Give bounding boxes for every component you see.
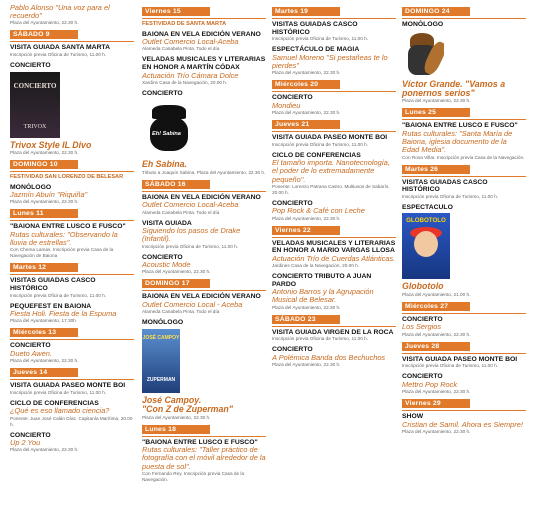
- event-title: MONÓLOGO: [402, 21, 444, 28]
- event-title: CICLO DE CONFERENCIAS: [10, 399, 99, 407]
- festivity-header: FESTIVIDAD SAN LORENZO DE BELESAR: [10, 174, 124, 180]
- day-header-sat16: SÁBADO 16: [142, 180, 210, 189]
- event-subtitle: Globotolo: [402, 281, 444, 292]
- column-4: [402, 4, 526, 439]
- day-header-mon11: Lunes 11: [10, 209, 78, 218]
- event-title: VISITA GUIADA PASEO MONTE BOI: [402, 355, 518, 363]
- event-title: "BAIONA ENTRE LUSCO E FUSCO": [10, 223, 126, 231]
- event-info: Plaza del Ayuntamiento, 22.30 h.: [402, 388, 471, 394]
- day-header-tue26: Martes 26: [402, 165, 470, 174]
- event-info: Plaza del Ayuntamiento, 22.30 h.: [272, 304, 341, 310]
- victor-grande-photo: [402, 31, 444, 77]
- event-info: Con Rosa Villar. Inscripción previa Casa de la Navegación.: [402, 154, 525, 160]
- event-title: VELADAS MUSICALES Y LITERARIAS EN HONOR A MARIO VARGAS LLOSA: [272, 239, 396, 255]
- event-title: CONCIERTO: [402, 373, 443, 381]
- event-info: Plaza del Ayuntamiento, 22.30 h.: [10, 20, 79, 26]
- event-subtitle: Jazmín Abuín "Riquiña": [10, 190, 88, 200]
- globotolo-poster-image: [402, 213, 450, 279]
- event-info: Alameda Canabela Pinta. Todo el día: [142, 209, 220, 215]
- day-header-sat23: SÁBADO 23: [272, 315, 340, 324]
- day-header-wed27: Miércoles 27: [402, 302, 470, 311]
- event-info: Plaza del Ayuntamiento, 17.30h: [10, 318, 76, 324]
- event-title: "BAIONA ENTRE LUSCO E FUSCO": [142, 438, 258, 446]
- day-header-mon18: Lunes 18: [142, 425, 210, 434]
- event-info: Plaza del Ayuntamiento, 22.30 h.: [272, 215, 341, 221]
- event-title: CONCIERTO: [142, 253, 183, 261]
- event-info: Plaza del Ayuntamiento, 21.00 h.: [402, 291, 471, 297]
- poster-text: Eh! Sabina: [152, 131, 181, 138]
- event-info: Plaza del Ayuntamiento, 22.30 h.: [272, 70, 341, 76]
- event-title: CONCIERTO: [142, 89, 183, 97]
- event-subtitle: Cristian de Samil. Ahora es Siempre!: [402, 419, 523, 429]
- event-info: Plaza del Ayuntamiento, 22.30 h.: [10, 199, 79, 205]
- poster-text: ZUPERMAN: [146, 376, 176, 383]
- poster-text: TRIVOX: [23, 123, 47, 130]
- event-subtitle: Eh Sabina.: [142, 159, 187, 170]
- day-header-tue12: Martes 12: [10, 263, 78, 272]
- event-title: CONCIERTO TRIBUTO A JUAN PARDO: [272, 272, 372, 288]
- event-info: Inscripción previa Oficina de Turismo, 11.00 h.: [10, 292, 107, 298]
- column-1: [10, 4, 134, 457]
- event-info: Plaza del Ayuntamiento, 22.30 h.: [272, 361, 341, 367]
- event-subtitle: Antonio Barros y la Agrupación Musical de Belesar.: [272, 287, 374, 305]
- event-info: Alameda Canabela Pinta. Todo el día: [142, 309, 220, 315]
- event-info: Inscripción previa Oficina de Turismo, 11.00 h.: [142, 243, 239, 249]
- event-title: CONCIERTO: [10, 62, 51, 69]
- event-info: Plaza del Ayuntamiento, 22.30 h.: [10, 447, 79, 453]
- event-title: CONCIERTO: [272, 94, 313, 102]
- event-subtitle: Mettro Pop Rock: [402, 379, 458, 389]
- day-header-wed20: Miércoles 20: [272, 80, 340, 89]
- event-info: Con Chema Lamas. Inscripción previa Casa de la Navegación de Baiona: [10, 247, 114, 259]
- poster-text: GLOBOTOLO: [406, 217, 446, 225]
- day-header-sun24: DOMINGO 24: [402, 7, 470, 16]
- event-subtitle: Rutas culturales: "Observando la lluvia de estrellas".: [10, 229, 118, 248]
- festivity-header: FESTIVIDAD DE SANTA MARTA: [142, 21, 227, 27]
- trivox-poster-image: [10, 72, 60, 138]
- event-subtitle: Los Sergios: [402, 322, 442, 332]
- event-title: CONCIERTO: [10, 431, 51, 439]
- event-subtitle: Pablo Alonso "Una voz para el recuerdo": [10, 3, 110, 21]
- event-title: VISITA GUIADA VIRGEN DE LA ROCA: [272, 328, 394, 336]
- sabina-poster-image: [142, 99, 194, 157]
- event-subtitle: Actuación Trío de Cuerdas Atlánticas.: [272, 253, 396, 263]
- event-title: BAIONA EN VELA EDICIÓN VERANO: [142, 293, 261, 301]
- event-subtitle: Mondieu: [272, 100, 301, 110]
- event-subtitle: Samuel Moreno "Si pestañeas te lo pierdes": [272, 52, 388, 70]
- event-info: Ponente: Lorenzo Patrana Castro. Multiusos de Sabarís, 20.00 h.: [272, 183, 390, 195]
- event-subtitle: Dueto Awen.: [10, 348, 52, 358]
- event-info: Inscripción previa Oficina de Turismo, 11.00 h.: [10, 389, 107, 395]
- event-title: VELADAS MUSICALES Y LITERARIAS EN HONOR A MARTÍN CÓDAX: [142, 56, 266, 71]
- day-header-wed13: Miércoles 13: [10, 328, 78, 337]
- event-info: Plaza del Ayuntamiento, 22.30 h.: [142, 414, 211, 420]
- event-info: Inscripción previa Oficina de Turismo, 11.00 h.: [402, 363, 499, 369]
- event-subtitle: Actuación Trío Cámara Dolce: [142, 70, 239, 80]
- day-header-fri22: Viernes 22: [272, 226, 340, 235]
- day-header-sun17: DOMINGO 17: [142, 279, 210, 288]
- event-subtitle: Siguiendo los pasos de Drake (Infantil).: [142, 226, 241, 244]
- event-subtitle: Outlet Comercio Local - Aceba: [142, 299, 243, 309]
- column-2: [142, 4, 266, 487]
- event-info: Inscripción previa Oficina de Turismo, 11.00 h.: [272, 141, 369, 147]
- day-header-sun10: DOMINGO 10: [10, 160, 78, 169]
- event-title: VISITAS GUIADAS CASCO HISTÓRICO: [402, 178, 488, 194]
- campoy-poster-image: [142, 329, 180, 393]
- event-subtitle: Outlet Comercio Local-Aceba: [142, 200, 239, 210]
- event-info: Alameda Canabela Pinta. Todo el día: [142, 46, 220, 52]
- event-title: BAIONA EN VELA EDICIÓN VERANO: [142, 30, 261, 38]
- event-title: ESPECTÁCULO DE MAGIA: [272, 46, 360, 54]
- event-subtitle: A Polémica Banda dos Bechuchos: [272, 352, 386, 362]
- event-title: SHOW: [402, 412, 424, 420]
- event-info: Jardines Casa de la Navegación, 20.00 h.: [272, 262, 360, 268]
- event-subtitle: Rutas culturales: "Santa María de Baiona, iglesia documento de la Edad Media".: [402, 129, 513, 155]
- event-info: Inscripción previa Oficina de Turismo, 11.00 h.: [10, 52, 107, 57]
- event-subtitle: Trivox Style IL Divo: [10, 139, 92, 150]
- event-title: CONCIERTO: [272, 346, 313, 354]
- event-subtitle: Rutas culturales: "Taller práctico de fotografía con el móvil alrededor de la puesta de sol".: [142, 445, 266, 471]
- event-subtitle: Víctor Grande. "Vamos a ponernos serios": [402, 78, 506, 98]
- event-title: MONÓLOGO: [142, 319, 184, 327]
- event-title: MONÓLOGO: [10, 183, 52, 191]
- event-info: Plaza del Ayuntamiento, 22.30 h.: [10, 150, 79, 155]
- day-header-thu28: Jueves 28: [402, 342, 470, 351]
- event-title: BAIONA EN VELA EDICIÓN VERANO: [142, 193, 261, 201]
- poster-text: CONCIERTO: [13, 81, 57, 90]
- day-header-fri15: Viernes 15: [142, 7, 210, 16]
- event-title: CONCIERTO: [272, 199, 313, 207]
- event-info: Inscripción previa Oficina de Turismo, 11.00 h.: [272, 36, 369, 42]
- day-header-tue19: Martes 19: [272, 7, 340, 16]
- poster-text: JOSÉ CAMPOY: [142, 334, 180, 341]
- event-subtitle: Fiesta Holi. Fiesta de la Espuma: [10, 309, 117, 319]
- event-subtitle: "Con Z de Zuperman": [142, 404, 233, 415]
- event-info: Con Fernando Rey. Inscripción previa Casa de la Navegación.: [142, 470, 245, 482]
- event-info: Plaza del Ayuntamiento, 22.30 h.: [142, 269, 211, 275]
- event-info: Inscripción previa Oficina de Turismo, 11.00 h.: [272, 336, 369, 342]
- event-title: CONCIERTO: [10, 342, 51, 350]
- event-title: CONCIERTO: [402, 315, 443, 323]
- event-title: VISITAS GUIADAS CASCO HISTÓRICO: [10, 277, 96, 292]
- event-subtitle: El tamaño importa. Nanotecnología, el poder de lo extremadamente pequeño".: [272, 158, 390, 184]
- event-info: Inscripción previa Oficina de Turismo, 11.00 h.: [402, 193, 499, 199]
- event-title: CICLO DE CONFERENCIAS: [272, 151, 361, 159]
- column-3: [272, 4, 396, 372]
- event-subtitle: Outlet Comercio Local-Aceba: [142, 37, 239, 47]
- event-info: Tributo a Joaquín Sabina. Plaza del Ayuntamiento, 22.30 h.: [142, 169, 266, 175]
- event-info: Ponente: Juan José Calán Díaz. Capitanía Marítima, 20.00 h.: [10, 415, 133, 427]
- event-title: VISITA GUIADA SANTA MARTA: [10, 44, 111, 52]
- event-subtitle: ¿Qué es eso llamado ciencia?: [10, 406, 110, 416]
- event-info: Plaza del Ayuntamiento, 22.30 h.: [272, 109, 341, 115]
- event-title: VISITA GUIADA PASEO MONTE BOI: [272, 133, 388, 141]
- day-header-sat9: SÁBADO 9: [10, 30, 78, 39]
- event-title: "BAIONA ENTRE LUSCO E FUSCO": [402, 122, 518, 130]
- event-title: VISITA GUIADA: [142, 219, 192, 227]
- event-title: ESPECTACULO: [402, 203, 453, 211]
- day-header-fri29: Viernes 29: [402, 399, 470, 408]
- event-title: PEQUEFEST EN BAIONA: [10, 302, 92, 310]
- event-info: Plaza del Ayuntamiento, 22.30 h.: [402, 98, 471, 104]
- event-subtitle: Acoustic Mode: [142, 260, 191, 270]
- event-title: VISITA GUIADA PASEO MONTE BOI: [10, 382, 126, 390]
- event-subtitle: Pop Rock & Café con Leche: [272, 206, 365, 216]
- event-info: Xardins Casa de la Navegación, 20.00 h.: [142, 79, 228, 85]
- event-subtitle: Up 2 You: [10, 438, 41, 448]
- event-info: Plaza del Ayuntamiento, 22.30 h.: [402, 428, 471, 434]
- day-header-mon25: Lunes 25: [402, 108, 470, 117]
- event-subtitle: José Campoy.: [142, 394, 202, 405]
- day-header-thu21: Jueves 21: [272, 120, 340, 129]
- event-info: Plaza del Ayuntamiento, 22.30 h.: [402, 331, 471, 337]
- event-info: Plaza del Ayuntamiento, 22.30 h.: [10, 358, 79, 364]
- event-title: VISITAS GUIADAS CASCO HISTÓRICO: [272, 21, 358, 36]
- day-header-thu14: Jueves 14: [10, 368, 78, 377]
